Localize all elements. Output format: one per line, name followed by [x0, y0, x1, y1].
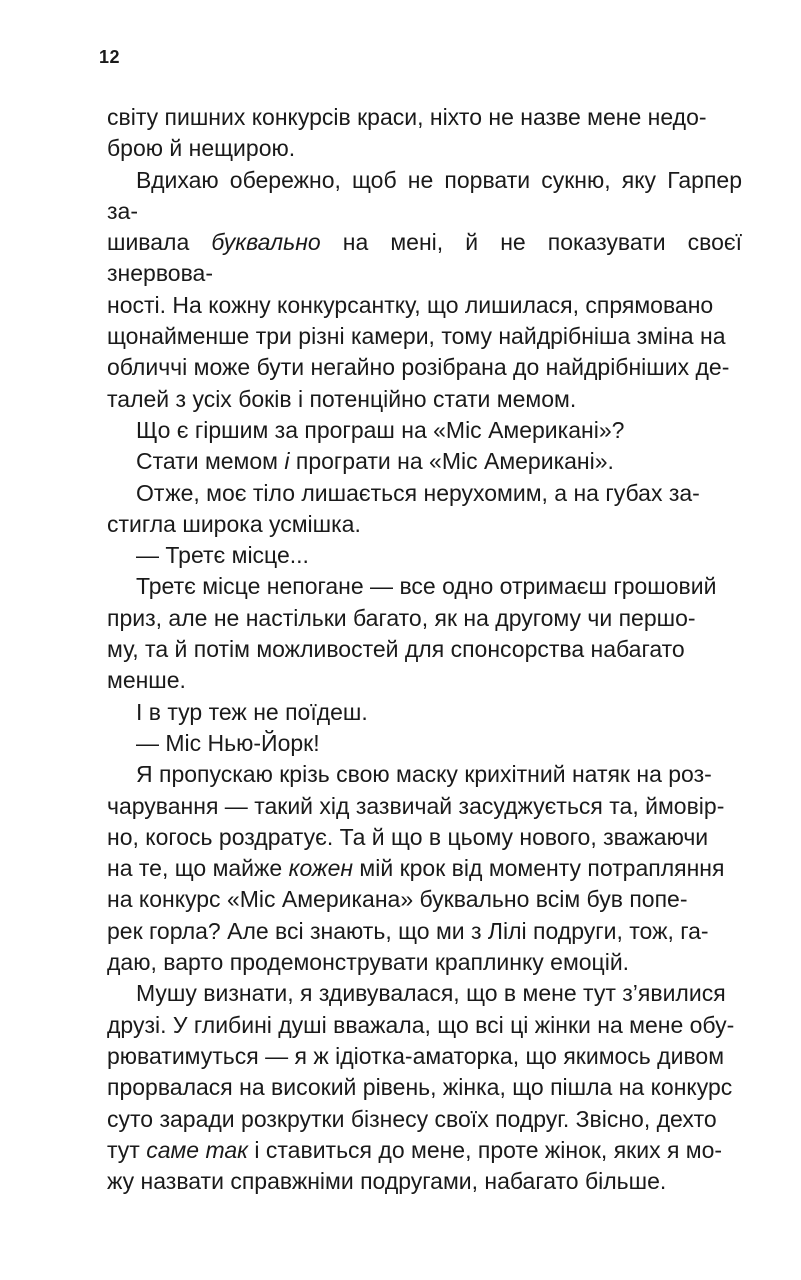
text-segment: світу пишних конкурсів краси, ніхто не назве мене недо- брою й нещирою.	[107, 104, 707, 162]
paragraph	[107, 728, 742, 759]
body-text	[107, 102, 742, 1197]
text-segment: Стати мемом	[136, 448, 285, 475]
text-segment: Третє місце непогане — все одно отримаєш грошовий приз, але не настільки багато, як на другому чи першо- му, та й потім можливостей для спонсорства набагато менше.	[107, 573, 717, 694]
paragraph	[107, 759, 742, 978]
text-segment: мій крок від моменту потрапляння на конкурс «Міс Американа» буквально всім був попе- рек горла? Але всі знають, що ми з Лілі подруги, тож, га- даю, варто продемонструвати краплинку емоцій.	[107, 855, 725, 976]
paragraph	[107, 102, 742, 165]
text-segment: Вдихаю обережно, щоб не порвати сукню, яку Гарпер за- шивала	[107, 166, 742, 256]
italic-text: буквально	[211, 229, 321, 256]
paragraph	[107, 571, 742, 696]
italic-text: саме так	[146, 1136, 249, 1163]
text-segment: і ставиться до мене, проте жінок, яких я мо- жу назвати справжніми подругами, набагато більше.	[107, 1136, 723, 1195]
paragraph	[107, 697, 742, 728]
paragraph	[107, 165, 742, 415]
page-number: 12	[99, 47, 121, 67]
italic-text: і	[284, 448, 290, 475]
text-segment: Що є гіршим за програш на «Міс Американі»?	[136, 416, 625, 443]
text-segment: Я пропускаю крізь свою маску крихітний натяк на роз- чарування — такий хід зазвичай засуджується та, ймовір- но, когось роздратує. Та й що в цьому нового, зважаючи на те, що майже	[107, 761, 725, 882]
paragraph	[107, 540, 742, 571]
text-segment: І в тур теж не поїдеш.	[136, 698, 368, 725]
text-segment: Мушу визнати, я здивувалася, що в мене тут з’явилися друзі. У глибині душі вважала, що всі ці жінки на мене обу- рюватимуться — я ж ідіотка-аматорка, що якимось дивом прорвалася на високий рівень, жінка, що пішла на конкурс суто заради розкрутки бізнесу своїх подруг. Звісно, дехто тут	[107, 980, 735, 1163]
paragraph	[107, 478, 742, 541]
paragraph	[107, 415, 742, 446]
text-segment: програти на «Міс Американі».	[289, 448, 614, 475]
text-segment: — Міс Нью-Йорк!	[136, 729, 320, 756]
text-segment: Отже, моє тіло лишається нерухомим, а на губах за- стигла широка усмішка.	[107, 479, 700, 537]
paragraph	[107, 978, 742, 1197]
text-segment: на мені, й не показувати своєї знервова- ності. На кожну конкурсантку, що лишилася, спрямовано щонайменше три різні камери, тому найдрібніша зміна на обличчі може бути негайно розібрана до найдрібніших де- талей з усіх боків і потенційно стати мемом.	[107, 229, 743, 412]
italic-text: кожен	[288, 855, 354, 882]
paragraph	[107, 446, 742, 477]
text-segment: — Третє місце...	[136, 542, 309, 569]
